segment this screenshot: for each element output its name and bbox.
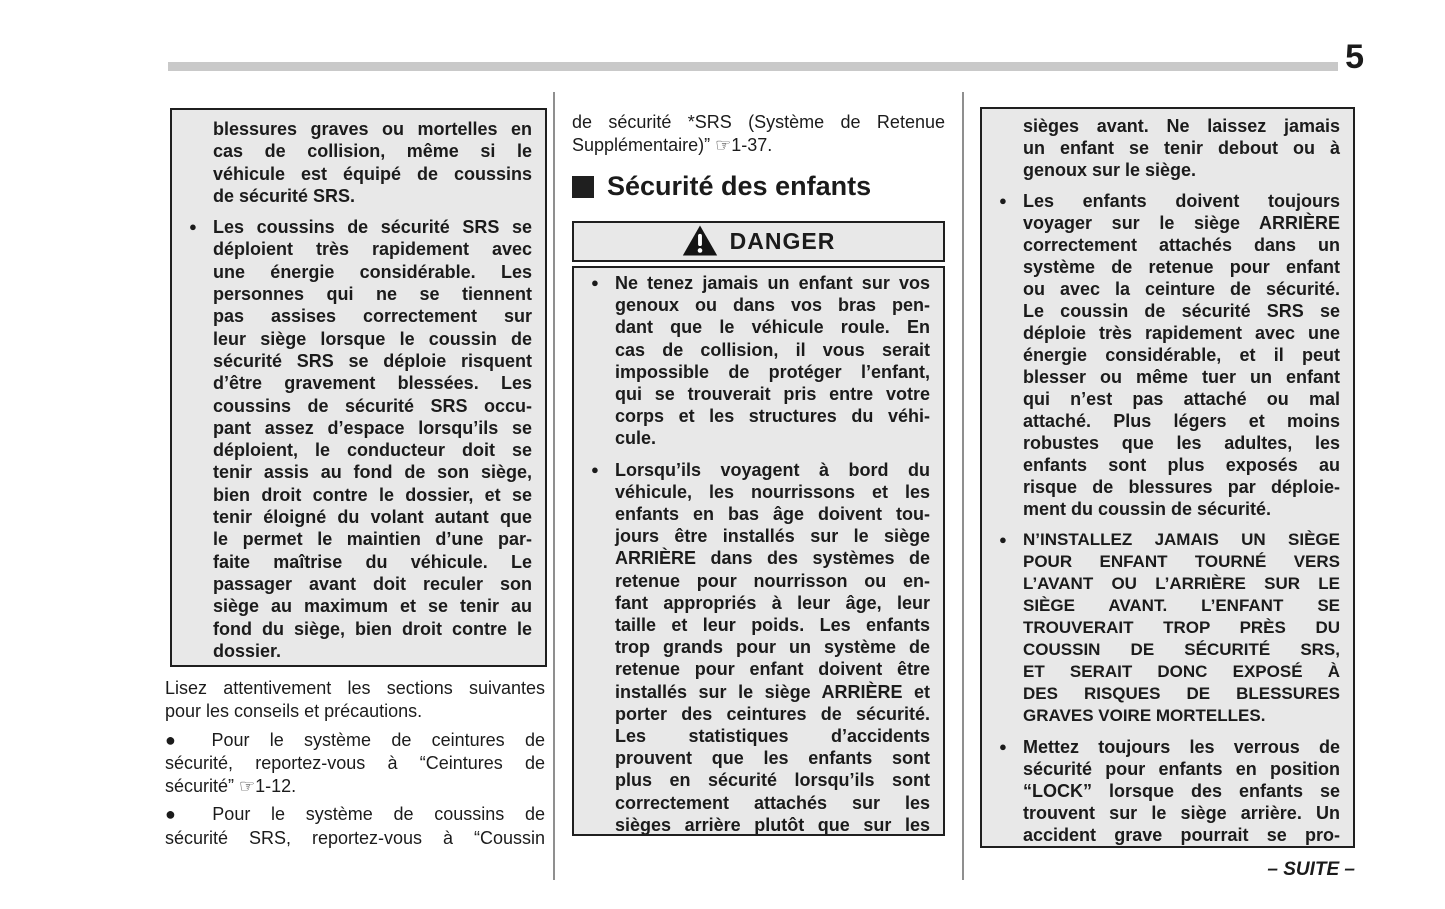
text-line: plus en sécurité lorsqu’ils sont: [615, 770, 930, 791]
text-line: retenue pour nourrisson ou en-: [615, 570, 930, 591]
text-line: Mettez toujours les verrous de: [1023, 737, 1340, 757]
text-line: bien droit contre le dossier, et se: [213, 484, 532, 505]
paragraph: [185, 118, 532, 207]
text-line: ● Pour le système de ceintures de: [165, 729, 545, 750]
page-number: 5: [1345, 38, 1364, 76]
text-line: véhicule est équipé de coussins: [213, 163, 532, 184]
text-line: faite maîtrise du véhicule. Le: [213, 551, 532, 572]
text-line: correctement attachés dans un: [1023, 235, 1340, 255]
paragraph: [165, 677, 545, 724]
text-line: porter des ceintures de sécurité.: [615, 703, 930, 724]
text-line: robustes que les adultes, les: [1023, 433, 1340, 453]
section-square-icon: [572, 176, 594, 198]
middle-column-intro-text: [572, 111, 945, 158]
text-line: dant que le véhicule roule. En: [615, 317, 930, 338]
paragraph: [165, 729, 545, 799]
text-line: Ne tenez jamais un enfant sur vos: [615, 273, 930, 293]
text-line: déploient, le conducteur doit se: [213, 440, 532, 461]
text-line: voyager sur le siège ARRIÈRE: [1023, 213, 1340, 233]
text-line: Le coussin de sécurité SRS se: [1023, 301, 1340, 321]
text-line: accident grave pourrait se pro-: [1023, 825, 1340, 845]
bullet-icon: ●: [591, 275, 599, 290]
text-line: un enfant se tenir debout ou à: [1023, 138, 1340, 158]
paragraph: [572, 111, 945, 158]
header-rule: [168, 62, 1338, 71]
text-line: N’INSTALLEZ JAMAIS UN SIÈGE: [1023, 530, 1340, 549]
text-line: qui se trouverait pris entre votre: [615, 384, 930, 405]
text-line: une énergie considérable. Les: [213, 261, 532, 282]
text-line: d’être gravement blessées. Les: [213, 373, 532, 394]
left-column-body-text: [165, 677, 545, 850]
text-line: pant assez d’espace lorsqu’ils se: [213, 417, 532, 438]
text-line: passager avant doit reculer son: [213, 573, 532, 594]
text-line: impossible de protéger l’enfant,: [615, 361, 930, 382]
text-line: enfants sont plus exposés au: [1023, 455, 1340, 475]
text-line: prouvent que les enfants sont: [615, 748, 930, 769]
paragraph: [995, 115, 1340, 181]
text-line: L’AVANT OU L’ARRIÈRE SUR LE: [1023, 574, 1340, 593]
bullet-icon: ●: [189, 219, 197, 235]
text-line: SIÈGE AVANT. L’ENFANT SE: [1023, 596, 1340, 615]
paragraph: [587, 272, 930, 450]
text-line: taille et leur poids. Les enfants: [615, 615, 930, 636]
text-line: correctement attachés sur les: [615, 792, 930, 813]
text-line: DES RISQUES DE BLESSURES: [1023, 684, 1340, 703]
text-line: fant appropriés à leur âge, leur: [615, 592, 930, 613]
text-line: coussins de sécurité SRS occu-: [213, 395, 532, 416]
text-line: de sécurité SRS.: [213, 185, 356, 206]
text-line: leur siège lorsque le coussin de: [213, 328, 532, 349]
text-line: trouvent sur le siège arrière. Un: [1023, 803, 1340, 823]
text-line: ment du coussin de sécurité.: [1023, 499, 1272, 519]
text-line: cas de collision, même si le: [213, 141, 532, 162]
text-line: genoux ou dans vos bras pen-: [615, 295, 930, 316]
paragraph: [185, 216, 532, 662]
text-line: système de retenue pour enfant: [1023, 257, 1340, 277]
text-line: cule.: [615, 428, 657, 449]
text-line: blessures graves ou mortelles en: [213, 119, 532, 139]
text-line: retenue pour enfant doivent être: [615, 659, 930, 680]
text-line: sécurité SRS, reportez-vous à “Coussin: [165, 827, 545, 848]
text-line: enfants en bas âge doivent tou-: [615, 504, 930, 525]
text-line: ET SERAIT DONC EXPOSÉ À: [1023, 662, 1340, 681]
continuation-label: – SUITE –: [1267, 859, 1355, 880]
text-line: ARRIÈRE dans des systèmes de: [615, 548, 930, 569]
text-line: attaché. Plus légers et moins: [1023, 411, 1340, 431]
text-line: trop grands pour un système de: [615, 637, 930, 658]
text-line: COUSSIN DE SÉCURITÉ SRS,: [1023, 640, 1340, 659]
text-line: sécurité, reportez-vous à “Ceintures de: [165, 752, 545, 773]
bullet-icon: ●: [999, 193, 1007, 208]
text-line: le permet le maintien d’une par-: [213, 529, 532, 550]
text-line: jours être installés sur le siège: [615, 526, 930, 547]
danger-header: [572, 221, 945, 262]
text-line: Lisez attentivement les sections suivantes: [165, 678, 545, 698]
bullet-icon: ●: [999, 532, 1007, 547]
text-line: personnes qui ne se tiennent: [213, 284, 532, 305]
text-line: pour les conseils et précautions.: [165, 701, 423, 722]
text-line: “LOCK” lorsque des enfants se: [1023, 781, 1340, 801]
text-line: énergie considérable, et il peut: [1023, 345, 1340, 365]
paragraph: [165, 803, 545, 850]
text-line: TROUVERAIT TROP PRÈS DU: [1023, 618, 1340, 637]
danger-label: DANGER: [729, 228, 836, 254]
bullet-icon: ●: [999, 739, 1007, 754]
text-line: pas assises correctement sur: [213, 306, 532, 327]
text-line: qui n’est pas attaché ou mal: [1023, 389, 1340, 409]
text-line: de sécurité *SRS (Système de Retenue: [572, 112, 945, 132]
text-line: véhicule, les nourrissons et les: [615, 481, 930, 502]
text-line: déploie très rapidement avec une: [1023, 323, 1340, 343]
text-line: genoux sur le siège.: [1023, 160, 1197, 180]
warning-box-right: [980, 107, 1355, 848]
section-heading: [572, 171, 945, 202]
text-line: cas de collision, il vous serait: [615, 339, 930, 360]
text-line: sièges arrière plutôt que sur les: [615, 814, 930, 835]
text-line: tenir éloigné du volant autant que: [213, 507, 532, 528]
paragraph: [587, 459, 930, 836]
text-line: sièges avant. Ne laissez jamais: [1023, 116, 1340, 136]
text-line: ou avec la ceinture de sécurité.: [1023, 279, 1340, 299]
text-line: POUR ENFANT TOURNÉ VERS: [1023, 552, 1340, 571]
paragraph: [995, 529, 1340, 727]
text-line: tenir assis au fond de son siège,: [213, 462, 532, 483]
text-line: Les statistiques d’accidents: [615, 726, 930, 747]
warning-box-middle: [572, 266, 945, 836]
text-line: siège au maximum et se tenir au: [213, 596, 532, 617]
text-line: sécurité pour enfants en position: [1023, 759, 1340, 779]
bullet-icon: ●: [591, 461, 599, 477]
text-line: blesser ou même tuer un enfant: [1023, 367, 1340, 387]
paragraph: [995, 736, 1340, 846]
column-divider: [962, 92, 964, 880]
text-line: corps et les structures du véhi-: [615, 406, 930, 427]
warning-triangle-icon: [682, 225, 718, 256]
text-line: GRAVES VOIRE MORTELLES.: [1023, 706, 1266, 725]
warning-box-left: [170, 108, 547, 667]
paragraph: [995, 190, 1340, 520]
text-line: dossier.: [213, 640, 282, 661]
text-line: Les coussins de sécurité SRS se: [213, 217, 532, 238]
text-line: déploient très rapidement avec: [213, 239, 532, 260]
text-line: Lorsqu’ils voyagent à bord du: [615, 459, 930, 480]
text-line: Les enfants doivent toujours: [1023, 191, 1340, 211]
text-line: installés sur le siège ARRIÈRE et: [615, 681, 930, 702]
text-line: ● Pour le système de coussins de: [165, 804, 545, 825]
section-heading-label: Sécurité des enfants: [607, 171, 872, 201]
column-divider: [553, 92, 555, 880]
text-line: sécurité SRS se déploie risquent: [213, 350, 532, 371]
text-line: fond du siège, bien droit contre le: [213, 618, 532, 639]
text-line: sécurité” ☞1-12.: [165, 776, 297, 797]
text-line: Supplémentaire)” ☞1-37.: [572, 135, 773, 156]
text-line: risque de blessures par déploie-: [1023, 477, 1340, 497]
